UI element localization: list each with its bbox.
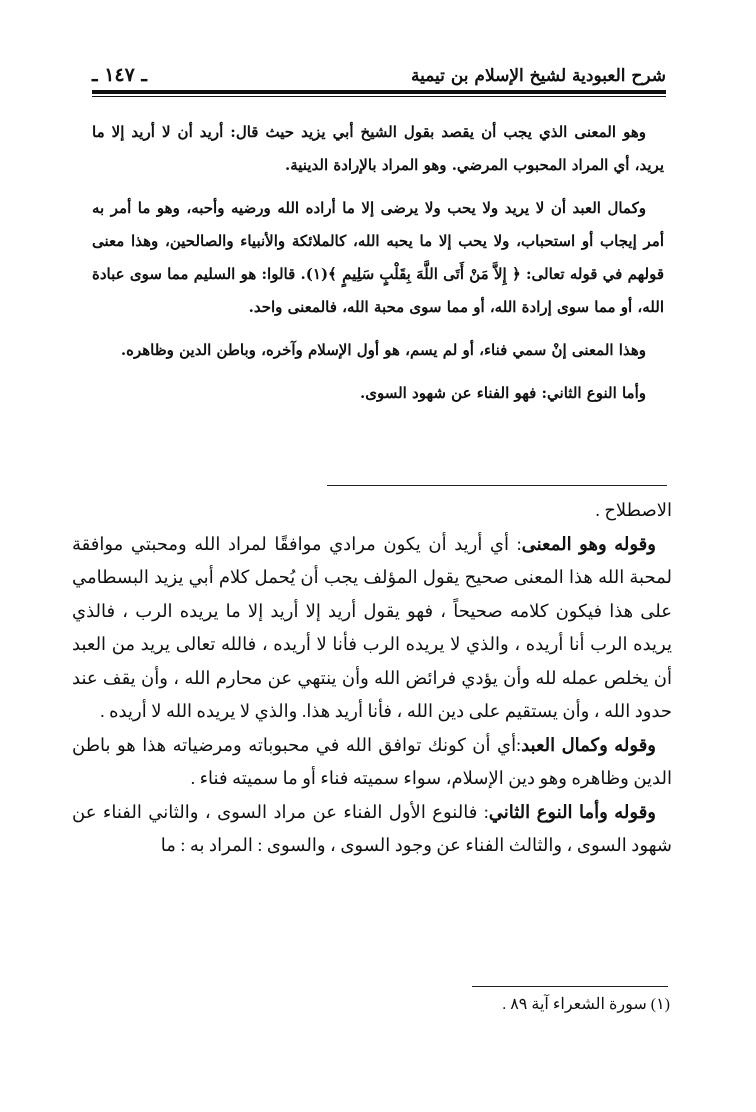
commentary-paragraph — [72, 796, 672, 863]
commentary-paragraph — [72, 528, 672, 729]
main-paragraph: وهذا المعنى إنْ سمي فناء، أو لم يسم، هو أول الإسلام وآخره، وباطن الدين وظاهره. — [120, 341, 646, 359]
footnote: (١) سورة الشعراء آية ٨٩ . — [502, 996, 670, 1013]
commentary-paragraph — [72, 729, 672, 796]
page-header — [92, 58, 666, 98]
header-rule-thin — [92, 96, 666, 97]
main-paragraph: وأما النوع الثاني: فهو الفناء عن شهود السوى. — [359, 384, 646, 402]
page-number: ـ ١٤٧ ـ — [92, 64, 147, 86]
main-paragraph: وكمال العبد أن لا يريد ولا يحب ولا يرضى إلا ما أراده الله ورضيه وأحبه، وهو ما أمر به أمر إيجاب أو استحباب، ولا يحب إلا ما يحبه الله، كالملائكة والأنبياء والصالحين، وهذا معنى قولهم في قوله تعالى: ﴿ إِلاَّ مَنْ أَتَى اللَّهَ بِقَلْبٍ سَلِيمٍ ﴾(١). قالوا: هو السليم مما سوى عبادة الله، أو مما سوى إرادة الله، أو مما سوى محبة الله، فالمعنى واحد. — [92, 199, 665, 316]
commentary-body: :أي أن كونك توافق الله في محبوباته ومرضياته هذا هو باطن الدين وظاهره وهو دين الإسلام، سواء سميته فناء أو ما سميته فناء . — [72, 734, 672, 788]
commentary-body: : فالنوع الأول الفناء عن مراد السوى ، والثاني الفناء عن شهود السوى ، والثالث الفناء عن وجود السوى ، والسوى : المراد به : ما — [72, 801, 672, 855]
section-divider — [327, 485, 667, 486]
header-rule-thick — [92, 90, 666, 94]
main-text — [92, 116, 664, 420]
commentary-lead: وقوله وكمال العبد — [521, 734, 656, 755]
commentary-text — [72, 494, 672, 863]
main-paragraph: وهو المعنى الذي يجب أن يقصد بقول الشيخ أبي يزيد حيث قال: أريد أن لا أريد إلا ما يريد، أي المراد المحبوب المرضي. وهو المراد بالإرادة الدينية. — [92, 123, 664, 174]
commentary-paragraph: الاصطلاح . — [595, 500, 672, 520]
commentary-lead: وقوله وهو المعنى — [521, 533, 656, 554]
running-title: شرح العبودية لشيخ الإسلام بن تيمية — [410, 66, 666, 86]
footnote-rule — [472, 986, 668, 987]
commentary-lead: وقوله وأما النوع الثاني — [488, 801, 656, 822]
commentary-body: : أي أريد أن يكون مرادي موافقًا لمراد الله ومحبتي موافقة لمحبة الله هذا المعنى صحيح يقول المؤلف يجب أن يُحمل كلام أبي يزيد البسطامي على هذا فيكون كلامه صحيحاً ، فهو يقول أريد إلا أريد إلا ما يريده الرب ، فالذي يريده الرب أنا أريده ، والذي لا يريده الرب فأنا لا أريده ، فالله تعالى يريد من العبد أن يخلص عمله لله وأن يؤدي فرائض الله وأن ينتهي عن محارم الله ، وأن يقف عند حدود الله ، وأن يستقيم على دين الله ، فأنا أريد هذا. والذي لا يريده الله لا أريده . — [72, 533, 672, 721]
